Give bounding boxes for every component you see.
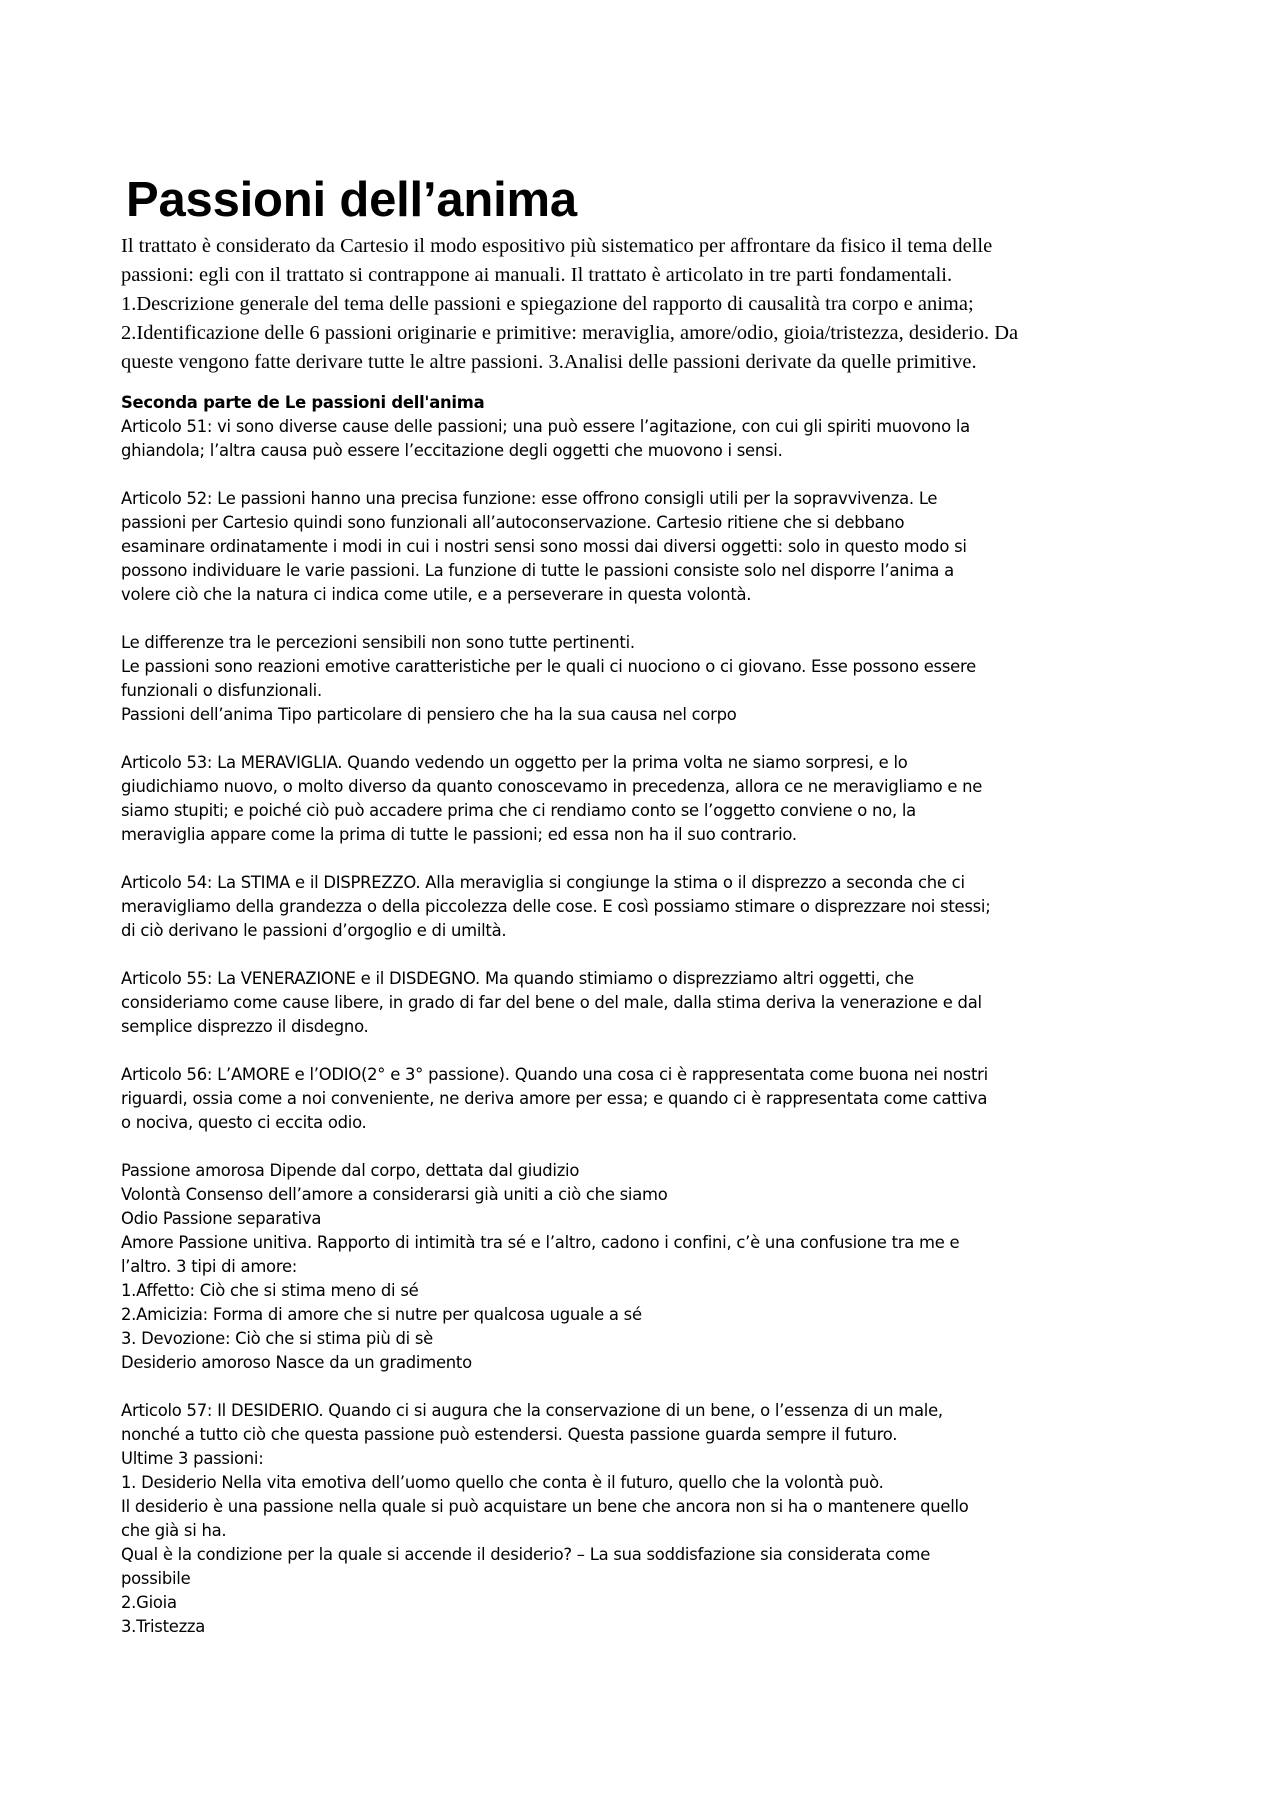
- paragraph-line: siamo stupiti; e poiché ciò può accadere prima che ci rendiamo conto se l’oggetto conviene o no, la: [121, 801, 916, 820]
- paragraph-line: 3.Tristezza: [121, 1617, 206, 1636]
- paragraph-line: possono individuare le varie passioni. La funzione di tutte le passioni consiste solo nel disporre l’anima a: [121, 561, 954, 580]
- paragraph-line: volere ciò che la natura ci indica come utile, e a perseverare in questa volontà.: [121, 585, 752, 604]
- paragraph-line: 1.Affetto: Ciò che si stima meno di sé: [121, 1281, 419, 1300]
- intro-line: 2.Identificazione delle 6 passioni originarie e primitive: meraviglia, amore/odio, gioia/tristezza, desiderio. Da: [121, 322, 1019, 344]
- paragraph-line: possibile: [121, 1569, 191, 1588]
- paragraph-line: o nociva, questo ci eccita odio.: [121, 1113, 367, 1132]
- paragraph-line: 2.Amicizia: Forma di amore che si nutre per qualcosa uguale a sé: [121, 1305, 642, 1324]
- paragraph-line: passioni per Cartesio quindi sono funzionali all’autoconservazione. Cartesio ritiene che si debbano: [121, 513, 905, 532]
- paragraph-line: Articolo 52: Le passioni hanno una precisa funzione: esse offrono consigli utili per la sopravvivenza. Le: [121, 489, 938, 508]
- paragraph-line: di ciò derivano le passioni d’orgoglio e di umiltà.: [121, 921, 507, 940]
- paragraph-line: Volontà Consenso dell’amore a considerarsi già uniti a ciò che siamo: [121, 1185, 668, 1204]
- paragraph-line: Passioni dell’anima Tipo particolare di pensiero che ha la sua causa nel corpo: [121, 705, 737, 724]
- paragraph-line: Articolo 53: La MERAVIGLIA. Quando vedendo un oggetto per la prima volta ne siamo sorpresi, e lo: [121, 753, 908, 772]
- article-paragraph: [121, 1063, 1181, 1135]
- paragraph-line: Articolo 56: L’AMORE e l’ODIO(2° e 3° passione). Quando una cosa ci è rappresentata come buona nei nostri: [121, 1065, 988, 1084]
- paragraph-line: Qual è la condizione per la quale si accende il desiderio? – La sua soddisfazione sia considerata come: [121, 1545, 931, 1564]
- body-text: [121, 391, 1181, 1639]
- paragraph-line: riguardi, ossia come a noi conveniente, ne deriva amore per essa; e quando ci è rappresentata come cattiva: [121, 1089, 988, 1108]
- paragraph-line: Odio Passione separativa: [121, 1209, 322, 1228]
- article-paragraph: [121, 751, 1181, 847]
- paragraph-line: Amore Passione unitiva. Rapporto di intimità tra sé e l’altro, cadono i confini, c’è una confusione tra me e: [121, 1233, 960, 1252]
- paragraph-line: semplice disprezzo il disdegno.: [121, 1017, 369, 1036]
- paragraph-line: l’altro. 3 tipi di amore:: [121, 1257, 298, 1276]
- article-paragraph: [121, 487, 1181, 607]
- section-heading: Seconda parte de Le passioni dell'anima: [121, 393, 485, 412]
- paragraph-line: meravigliamo della grandezza o della piccolezza delle cose. E così possiamo stimare o disprezzare noi stessi;: [121, 897, 991, 916]
- paragraph-line: nonché a tutto ciò che questa passione può estendersi. Questa passione guarda sempre il futuro.: [121, 1425, 898, 1444]
- paragraph-line: che già si ha.: [121, 1521, 227, 1540]
- paragraph-line: ghiandola; l’altra causa può essere l’eccitazione degli oggetti che muovono i sensi.: [121, 441, 783, 460]
- paragraph-line: Il desiderio è una passione nella quale si può acquistare un bene che ancora non si ha o mantenere quello: [121, 1497, 969, 1516]
- article-paragraph: [121, 871, 1181, 943]
- paragraph-line: Articolo 57: Il DESIDERIO. Quando ci si augura che la conservazione di un bene, o l’essenza di un male,: [121, 1401, 943, 1420]
- paragraph-line: Passione amorosa Dipende dal corpo, dettata dal giudizio: [121, 1161, 580, 1180]
- paragraph-line: 3. Devozione: Ciò che si stima più di sè: [121, 1329, 433, 1348]
- paragraph-line: Ultime 3 passioni:: [121, 1449, 264, 1468]
- intro-line: passioni: egli con il trattato si contrappone ai manuali. Il trattato è articolato in tre parti fondamentali.: [121, 264, 953, 286]
- paragraph-line: Le differenze tra le percezioni sensibili non sono tutte pertinenti.: [121, 633, 635, 652]
- intro-line: queste vengono fatte derivare tutte le altre passioni. 3.Analisi delle passioni derivate da quelle primitive.: [121, 351, 977, 373]
- paragraph-line: 1. Desiderio Nella vita emotiva dell’uomo quello che conta è il futuro, quello che la volontà può.: [121, 1473, 884, 1492]
- intro-block: [121, 232, 1181, 377]
- intro-line: Il trattato è considerato da Cartesio il modo espositivo più sistematico per affrontare da fisico il tema delle: [121, 235, 993, 257]
- article-paragraph: [121, 631, 1181, 727]
- document-page: [121, 170, 1181, 1663]
- paragraph-line: Articolo 51: vi sono diverse cause delle passioni; una può essere l’agitazione, con cui gli spiriti muovono la: [121, 417, 970, 436]
- paragraph-line: 2.Gioia: [121, 1593, 177, 1612]
- paragraph-line: consideriamo come cause libere, in grado di far del bene o del male, dalla stima deriva la venerazione e dal: [121, 993, 982, 1012]
- intro-line: 1.Descrizione generale del tema delle passioni e spiegazione del rapporto di causalità tra corpo e anima;: [121, 293, 974, 315]
- paragraph-line: Articolo 54: La STIMA e il DISPREZZO. Alla meraviglia si congiunge la stima o il disprezzo a seconda che ci: [121, 873, 965, 892]
- paragraph-line: giudichiamo nuovo, o molto diverso da quanto conoscevamo in precedenza, allora ce ne meravigliamo e ne: [121, 777, 983, 796]
- article-paragraph: [121, 967, 1181, 1039]
- paragraph-line: meraviglia appare come la prima di tutte le passioni; ed essa non ha il suo contrario.: [121, 825, 797, 844]
- article-paragraph: [121, 1399, 1181, 1639]
- paragraph-line: funzionali o disfunzionali.: [121, 681, 322, 700]
- document-title: Passioni dell’anima: [126, 173, 577, 227]
- article-paragraph: [121, 1159, 1181, 1375]
- paragraph-line: Desiderio amoroso Nasce da un gradimento: [121, 1353, 472, 1372]
- paragraph-line: Le passioni sono reazioni emotive caratteristiche per le quali ci nuociono o ci giovano. Esse possono essere: [121, 657, 976, 676]
- paragraph-line: Articolo 55: La VENERAZIONE e il DISDEGNO. Ma quando stimiamo o disprezziamo altri oggetti, che: [121, 969, 914, 988]
- article-paragraph: [121, 415, 1181, 463]
- paragraph-line: esaminare ordinatamente i modi in cui i nostri sensi sono mossi dai diversi oggetti: solo in questo modo si: [121, 537, 967, 556]
